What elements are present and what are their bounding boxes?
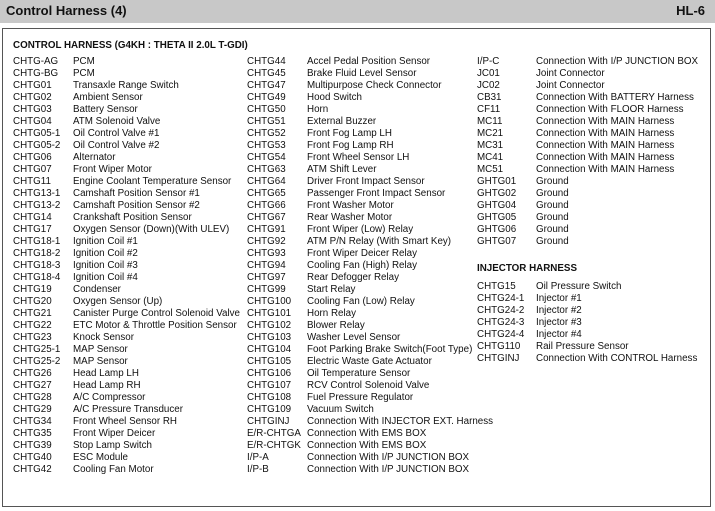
connector-description: Front Fog Lamp LH: [307, 128, 392, 139]
connector-code: CB31: [477, 92, 502, 103]
connector-description: Multipurpose Check Connector: [307, 80, 442, 91]
connector-description: Crankshaft Position Sensor: [73, 212, 192, 223]
connector-description: A/C Compressor: [73, 392, 146, 403]
connector-description: Fuel Pressure Regulator: [307, 392, 414, 403]
connector-code: CHTG11: [13, 176, 51, 187]
connector-code: CHTG34: [13, 416, 52, 427]
connector-code: CHTG20: [13, 296, 52, 307]
connector-code: E/R-CHTGK: [247, 440, 301, 451]
connector-code: CHTG07: [13, 164, 52, 175]
connector-code: CHTGINJ: [477, 353, 520, 364]
connector-description: Injector #1: [536, 293, 582, 304]
connector-description: Front Washer Motor: [307, 200, 394, 211]
connector-description: ATM Solenoid Valve: [73, 116, 161, 127]
connector-code: CHTG103: [247, 332, 292, 343]
connector-description: Blower Relay: [307, 320, 365, 331]
connector-code: CHTG24-2: [477, 305, 525, 316]
connector-description: Accel Pedal Position Sensor: [307, 56, 431, 67]
connector-code: CHTG39: [13, 440, 52, 451]
connector-code: CHTG109: [247, 404, 292, 415]
page-title: Control Harness (4): [6, 3, 127, 18]
connector-code: CHTG107: [247, 380, 292, 391]
connector-description: Ignition Coil #3: [73, 260, 138, 271]
connector-code: CHTG53: [247, 140, 286, 151]
connector-description: Foot Parking Brake Switch(Foot Type): [307, 344, 473, 355]
connector-description: Horn: [307, 104, 329, 115]
connector-code: GHTG07: [477, 236, 517, 247]
connector-description: Head Lamp LH: [73, 368, 139, 379]
connector-code: CHTG02: [13, 92, 52, 103]
connector-description: Rail Pressure Sensor: [536, 341, 629, 352]
connector-description: MAP Sensor: [73, 344, 128, 355]
connector-description: PCM: [73, 68, 95, 79]
connector-description: Stop Lamp Switch: [73, 440, 152, 451]
connector-code: CHTG106: [247, 368, 292, 379]
connector-code: CHTG13-2: [13, 200, 61, 211]
connector-code: CHTG65: [247, 188, 286, 199]
connector-description: Vacuum Switch: [307, 404, 374, 415]
connector-code: CHTG108: [247, 392, 292, 403]
connector-code: CHTG03: [13, 104, 52, 115]
connector-description: Connection With I/P JUNCTION BOX: [307, 452, 470, 463]
connector-description: Engine Coolant Temperature Sensor: [73, 176, 232, 187]
connector-code: CHTG24-4: [477, 329, 525, 340]
connector-code: CHTG42: [13, 464, 52, 475]
connector-code: CHTG28: [13, 392, 52, 403]
connector-description: Oil Pressure Switch: [536, 281, 622, 292]
page-header: [0, 0, 715, 23]
connector-code: E/R-CHTGA: [247, 428, 301, 439]
connector-description: Front Wiper Deicer Relay: [307, 248, 417, 259]
connector-description: Connection With MAIN Harness: [536, 164, 675, 175]
connector-description: A/C Pressure Transducer: [73, 404, 183, 415]
connector-code: CHTG-AG: [13, 56, 59, 67]
connector-code: CHTG93: [247, 248, 286, 259]
connector-code: CHTG23: [13, 332, 52, 343]
connector-code: I/P-A: [247, 452, 269, 463]
connector-description: MAP Sensor: [73, 356, 128, 367]
connector-code: I/P-C: [477, 56, 500, 67]
connector-description: Injector #3: [536, 317, 582, 328]
connector-description: Connection With BATTERY Harness: [536, 92, 694, 103]
connector-code: CHTG94: [247, 260, 286, 271]
connector-description: Condenser: [73, 284, 121, 295]
connector-description: Cooling Fan (High) Relay: [307, 260, 417, 271]
connector-description: ATM Shift Lever: [307, 164, 377, 175]
connector-code: JC02: [477, 80, 500, 91]
connector-description: Ignition Coil #4: [73, 272, 138, 283]
connector-code: CHTG101: [247, 308, 292, 319]
connector-description: Electric Waste Gate Actuator: [307, 356, 432, 367]
connector-description: Oil Temperature Sensor: [307, 368, 411, 379]
connector-description: Ground: [536, 200, 569, 211]
connector-code: CHTG24-1: [477, 293, 525, 304]
connector-code: CHTG40: [13, 452, 52, 463]
connector-code: CHTG35: [13, 428, 52, 439]
connector-description: Start Relay: [307, 284, 356, 295]
connector-description: Injector #2: [536, 305, 582, 316]
connector-description: Connection With INJECTOR EXT. Harness: [307, 416, 494, 427]
connector-code: CHTG05-2: [13, 140, 61, 151]
injector-harness-title: INJECTOR HARNESS: [477, 263, 577, 274]
connector-code: CHTG15: [477, 281, 516, 292]
connector-description: Connection With EMS BOX: [307, 440, 427, 451]
connector-code: CHTG13-1: [13, 188, 61, 199]
connector-description: Ground: [536, 176, 569, 187]
connector-code: CHTG18-1: [13, 236, 61, 247]
connector-description: ETC Motor & Throttle Position Sensor: [73, 320, 237, 331]
connector-code: CHTG50: [247, 104, 286, 115]
connector-description: Front Wiper (Low) Relay: [307, 224, 414, 235]
connector-code: CHTG54: [247, 152, 286, 163]
connector-code: CHTG25-1: [13, 344, 61, 355]
connector-code: CHTG47: [247, 80, 286, 91]
connector-description: Rear Washer Motor: [307, 212, 393, 223]
connector-description: Transaxle Range Switch: [73, 80, 179, 91]
connector-description: Battery Sensor: [73, 104, 138, 115]
page-number: HL-6: [676, 3, 705, 18]
connector-code: CHTG05-1: [13, 128, 61, 139]
connector-code: CF11: [477, 104, 501, 115]
connector-code: CHTG66: [247, 200, 286, 211]
connector-description: Rear Defogger Relay: [307, 272, 400, 283]
connector-description: Connection With EMS BOX: [307, 428, 427, 439]
connector-code: GHTG01: [477, 176, 517, 187]
connector-code: CHTG14: [13, 212, 52, 223]
connector-description: Front Wheel Sensor RH: [73, 416, 177, 427]
connector-code: CHTG92: [247, 236, 286, 247]
connector-description: Connection With CONTROL Harness: [536, 353, 698, 364]
connector-description: Ambient Sensor: [73, 92, 143, 103]
connector-description: Injector #4: [536, 329, 582, 340]
connector-code: CHTG18-4: [13, 272, 61, 283]
connector-description: Front Fog Lamp RH: [307, 140, 394, 151]
connector-code: CHTG52: [247, 128, 286, 139]
connector-description: Ground: [536, 212, 569, 223]
connector-code: JC01: [477, 68, 500, 79]
connector-description: Joint Connector: [536, 80, 605, 91]
control-harness-title: CONTROL HARNESS (G4KH : THETA II 2.0L T-GDI): [13, 40, 248, 51]
connector-code: CHTG-BG: [13, 68, 59, 79]
connector-description: Joint Connector: [536, 68, 605, 79]
connector-code: CHTGINJ: [247, 416, 290, 427]
connector-code: CHTG18-3: [13, 260, 61, 271]
connector-code: CHTG18-2: [13, 248, 61, 259]
connector-code: CHTG91: [247, 224, 286, 235]
connector-code: CHTG06: [13, 152, 52, 163]
connector-code: CHTG45: [247, 68, 286, 79]
connector-description: ESC Module: [73, 452, 128, 463]
connector-description: PCM: [73, 56, 95, 67]
connector-description: Horn Relay: [307, 308, 357, 319]
connector-code: CHTG63: [247, 164, 286, 175]
connector-description: Passenger Front Impact Sensor: [307, 188, 446, 199]
connector-code: CHTG97: [247, 272, 286, 283]
connector-code: CHTG22: [13, 320, 52, 331]
connector-description: Connection With MAIN Harness: [536, 116, 675, 127]
connector-description: Oxygen Sensor (Down)(With ULEV): [73, 224, 230, 235]
connector-code: CHTG64: [247, 176, 286, 187]
connector-description: Ignition Coil #2: [73, 248, 138, 259]
connector-description: Hood Switch: [307, 92, 362, 103]
connector-code: GHTG04: [477, 200, 517, 211]
connector-description: Oil Control Valve #2: [73, 140, 160, 151]
connector-code: CHTG99: [247, 284, 286, 295]
connector-description: Driver Front Impact Sensor: [307, 176, 425, 187]
connector-code: CHTG26: [13, 368, 52, 379]
connector-code: MC21: [477, 128, 504, 139]
connector-description: Canister Purge Control Solenoid Valve: [73, 308, 241, 319]
connector-description: Head Lamp RH: [73, 380, 141, 391]
connector-description: ATM P/N Relay (With Smart Key): [307, 236, 452, 247]
connector-description: Connection With FLOOR Harness: [536, 104, 684, 115]
connector-code: CHTG29: [13, 404, 52, 415]
connector-description: Ground: [536, 224, 569, 235]
connector-description: Camshaft Position Sensor #1: [73, 188, 200, 199]
connector-code: CHTG49: [247, 92, 286, 103]
connector-description: Connection With I/P JUNCTION BOX: [307, 464, 470, 475]
connector-description: External Buzzer: [307, 116, 377, 127]
connector-code: CHTG19: [13, 284, 52, 295]
connector-code: CHTG105: [247, 356, 292, 367]
connector-code: CHTG01: [13, 80, 52, 91]
connector-code: GHTG02: [477, 188, 517, 199]
connector-description: Ground: [536, 236, 569, 247]
connector-description: Brake Fluid Level Sensor: [307, 68, 417, 79]
connector-description: Cooling Fan (Low) Relay: [307, 296, 415, 307]
connector-code: MC31: [477, 140, 504, 151]
connector-code: CHTG104: [247, 344, 292, 355]
connector-code: CHTG25-2: [13, 356, 61, 367]
connector-description: Camshaft Position Sensor #2: [73, 200, 200, 211]
connector-code: CHTG24-3: [477, 317, 525, 328]
connector-code: CHTG04: [13, 116, 52, 127]
connector-code: CHTG27: [13, 380, 52, 391]
connector-description: RCV Control Solenoid Valve: [307, 380, 430, 391]
connector-code: MC51: [477, 164, 504, 175]
connector-description: Connection With MAIN Harness: [536, 128, 675, 139]
connector-description: Connection With MAIN Harness: [536, 140, 675, 151]
connector-code: CHTG44: [247, 56, 286, 67]
connector-code: GHTG05: [477, 212, 517, 223]
connector-code: CHTG21: [13, 308, 52, 319]
connector-description: Front Wheel Sensor LH: [307, 152, 410, 163]
connector-code: MC41: [477, 152, 504, 163]
connector-code: GHTG06: [477, 224, 517, 235]
connector-code: CHTG67: [247, 212, 286, 223]
connector-description: Ground: [536, 188, 569, 199]
connector-code: CHTG17: [13, 224, 52, 235]
connector-code: I/P-B: [247, 464, 269, 475]
connector-code: MC11: [477, 116, 503, 127]
connector-description: Connection With MAIN Harness: [536, 152, 675, 163]
connector-description: Oil Control Valve #1: [73, 128, 160, 139]
connector-code: CHTG51: [247, 116, 286, 127]
connector-description: Connection With I/P JUNCTION BOX: [536, 56, 699, 67]
connector-description: Oxygen Sensor (Up): [73, 296, 163, 307]
connector-code: CHTG100: [247, 296, 292, 307]
connector-code: CHTG110: [477, 341, 521, 352]
connector-description: Cooling Fan Motor: [73, 464, 154, 475]
connector-description: Knock Sensor: [73, 332, 134, 343]
connector-description: Front Wiper Deicer: [73, 428, 156, 439]
connector-description: Front Wiper Motor: [73, 164, 152, 175]
connector-code: CHTG102: [247, 320, 292, 331]
connector-description: Washer Level Sensor: [307, 332, 401, 343]
connector-description: Alternator: [73, 152, 116, 163]
connector-description: Ignition Coil #1: [73, 236, 138, 247]
